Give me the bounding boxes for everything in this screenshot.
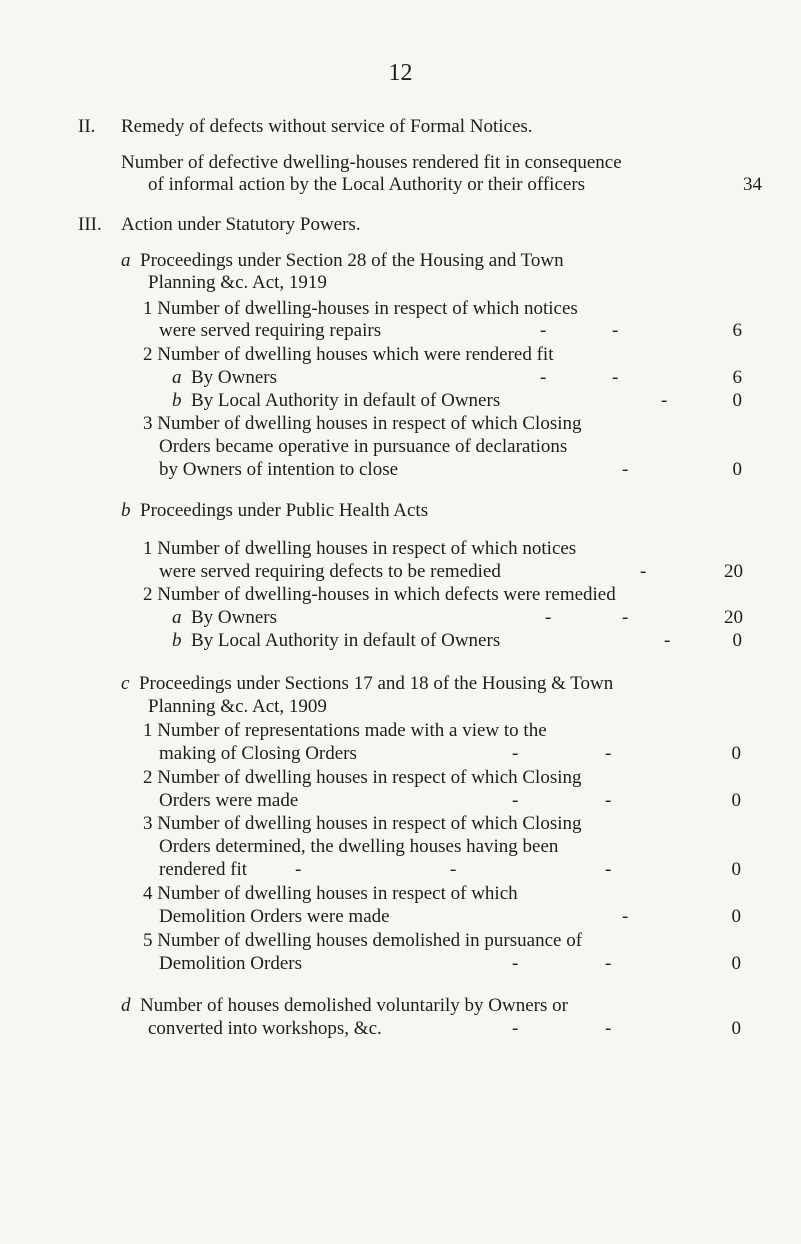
leader-dash: -: [664, 630, 671, 651]
section-iii-heading: [78, 214, 361, 236]
section-ii-heading: [78, 116, 533, 138]
b-item-2a-value: 20: [724, 607, 743, 628]
b-item-2a: [172, 607, 277, 629]
c-item-2-line-1: 2 Number of dwelling houses in respect of which Closing: [143, 767, 582, 788]
subsection-c-heading-1: [121, 673, 613, 695]
subsection-d-line-1: [121, 995, 568, 1017]
b-item-2b-letter: b: [172, 630, 182, 651]
leader-dash: -: [612, 320, 619, 341]
section-ii-text-line-1: Number of defective dwelling-houses rendered fit in consequence: [121, 152, 622, 173]
a-item-3-line-3: by Owners of intention to close: [159, 459, 399, 480]
b-item-2b: [172, 630, 500, 652]
b-item-2b-value: 0: [732, 630, 742, 651]
subsection-d-value: 0: [731, 1018, 741, 1039]
c-item-3-line-3: rendered fit: [159, 859, 248, 880]
section-ii-title: Remedy of defects without service of Formal Notices.: [121, 116, 533, 137]
subsection-c-heading-2: Planning &c. Act, 1909: [148, 696, 327, 717]
c-item-2-line-2: Orders were made: [159, 790, 299, 811]
leader-dash: -: [512, 790, 519, 811]
c-item-2-value: 0: [731, 790, 741, 811]
a-item-2b: [172, 390, 500, 412]
b-item-2a-text: By Owners: [191, 607, 278, 628]
section-iii-numeral: III.: [78, 214, 102, 235]
leader-dash: -: [605, 859, 612, 880]
a-item-3-value: 0: [732, 459, 742, 480]
a-item-2-line-1: 2 Number of dwelling houses which were rendered fit: [143, 344, 554, 365]
subsection-d-line-2: converted into workshops, &c.: [148, 1018, 382, 1039]
subsection-d-text-1: Number of houses demolished voluntarily by Owners or: [140, 995, 568, 1016]
b-item-2a-letter: a: [172, 607, 182, 628]
section-iii-title: Action under Statutory Powers.: [121, 214, 361, 235]
section-ii-text-line-2: of informal action by the Local Authority or their officers: [148, 174, 586, 195]
subsection-b-letter: b: [121, 500, 131, 521]
leader-dash: -: [605, 790, 612, 811]
c-item-3-line-2: Orders determined, the dwelling houses having been: [159, 836, 559, 857]
b-item-2b-text: By Local Authority in default of Owners: [191, 630, 501, 651]
leader-dash: -: [450, 859, 457, 880]
subsection-c-letter: c: [121, 673, 130, 694]
a-item-1-value: 6: [732, 320, 742, 341]
subsection-a-letter: a: [121, 250, 131, 271]
a-item-2b-text: By Local Authority in default of Owners: [191, 390, 501, 411]
leader-dash: -: [540, 320, 547, 341]
b-item-2-line-1: 2 Number of dwelling-houses in which defects were remedied: [143, 584, 616, 605]
a-item-1-line-1: 1 Number of dwelling-houses in respect of which notices: [143, 298, 578, 319]
leader-dash: -: [295, 859, 302, 880]
c-item-1-line-2: making of Closing Orders: [159, 743, 357, 764]
c-item-5-line-2: Demolition Orders: [159, 953, 303, 974]
c-item-3-line-1: 3 Number of dwelling houses in respect of which Closing: [143, 813, 582, 834]
b-item-1-value: 20: [724, 561, 743, 582]
leader-dash: -: [545, 607, 552, 628]
subsection-b-heading-text: Proceedings under Public Health Acts: [140, 500, 429, 521]
leader-dash: -: [605, 1018, 612, 1039]
a-item-1-line-2: were served requiring repairs: [159, 320, 382, 341]
subsection-a-heading-2: Planning &c. Act, 1919: [148, 272, 327, 293]
leader-dash: -: [640, 561, 647, 582]
subsection-c-heading-text: Proceedings under Sections 17 and 18 of the Housing & Town: [138, 673, 614, 694]
leader-dash: -: [512, 743, 519, 764]
c-item-1-line-1: 1 Number of representations made with a view to the: [143, 720, 547, 741]
c-item-5-value: 0: [731, 953, 741, 974]
a-item-2b-letter: b: [172, 390, 182, 411]
a-item-2a-value: 6: [732, 367, 742, 388]
leader-dash: -: [512, 953, 519, 974]
a-item-2b-value: 0: [732, 390, 742, 411]
a-item-3-line-2: Orders became operative in pursuance of declarations: [159, 436, 568, 457]
leader-dash: -: [612, 367, 619, 388]
c-item-1-value: 0: [731, 743, 741, 764]
subsection-d-letter: d: [121, 995, 131, 1016]
leader-dash: -: [622, 459, 629, 480]
a-item-2a-text: By Owners: [191, 367, 278, 388]
subsection-a-heading-text: Proceedings under Section 28 of the Housing and Town: [140, 250, 564, 271]
c-item-4-line-1: 4 Number of dwelling houses in respect of which: [143, 883, 518, 904]
b-item-1-line-1: 1 Number of dwelling houses in respect of which notices: [143, 538, 577, 559]
leader-dash: -: [622, 607, 629, 628]
c-item-5-line-1: 5 Number of dwelling houses demolished in pursuance of: [143, 930, 583, 951]
leader-dash: -: [661, 390, 668, 411]
leader-dash: -: [512, 1018, 519, 1039]
b-item-1-line-2: were served requiring defects to be remedied: [159, 561, 501, 582]
section-ii-value: 34: [743, 174, 762, 195]
a-item-2a-letter: a: [172, 367, 182, 388]
a-item-2a: [172, 367, 277, 389]
subsection-b-heading: [121, 500, 428, 522]
c-item-3-value: 0: [731, 859, 741, 880]
page-number: 12: [388, 60, 413, 86]
section-ii-numeral: II.: [78, 116, 96, 137]
leader-dash: -: [605, 743, 612, 764]
leader-dash: -: [622, 906, 629, 927]
c-item-4-line-2: Demolition Orders were made: [159, 906, 390, 927]
subsection-a-heading-1: [121, 250, 564, 272]
a-item-3-line-1: 3 Number of dwelling houses in respect of which Closing: [143, 413, 582, 434]
leader-dash: -: [540, 367, 547, 388]
leader-dash: -: [605, 953, 612, 974]
c-item-4-value: 0: [731, 906, 741, 927]
